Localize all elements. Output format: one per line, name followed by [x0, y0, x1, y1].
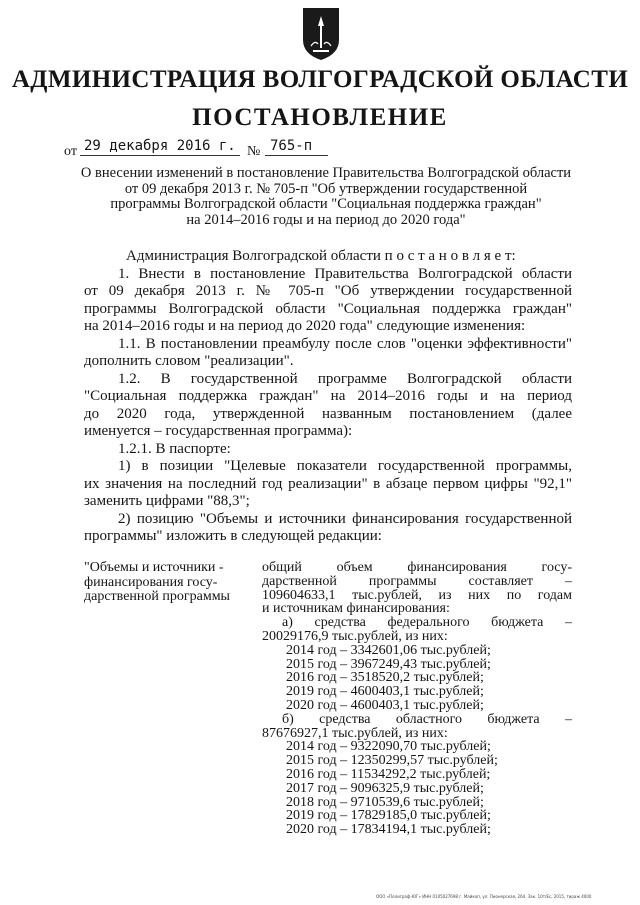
funding-line: 109604633,1 тыс.рублей, из них по годам: [262, 587, 572, 603]
body-line: на 2014–2016 годы и на период до 2020 года" следующие изменения:: [84, 318, 526, 334]
document-date: 29 декабря 2016 г.: [84, 138, 236, 154]
subject-line: О внесении изменений в постановление Правительства Волгоградской области: [80, 165, 572, 181]
funding-line: дарственной программы составляет –: [262, 573, 572, 589]
body-line: дополнить словом "реализации".: [84, 353, 294, 369]
funding-line: а) средства федерального бюджета –: [282, 615, 572, 631]
label-line: финансирования госу-: [84, 574, 218, 590]
body-line: 2) позицию "Объемы и источники финансирования государственной: [118, 510, 572, 527]
label-line: дарственной программы: [84, 589, 230, 604]
organization-title: АДМИНИСТРАЦИЯ ВОЛГОГРАДСКОЙ ОБЛАСТИ: [11, 66, 629, 93]
subject-line: программы Волгоградской области "Социальная поддержка граждан": [110, 196, 542, 212]
funding-line: 2019 год – 4600403,1 тыс.рублей;: [286, 684, 484, 700]
funding-line: 2015 год – 3967249,43 тыс.рублей;: [286, 656, 491, 672]
body-line: программы Волгоградской области "Социальная поддержка граждан": [84, 300, 572, 317]
resolution-intro: Администрация Волгоградской области п о с т а н о в л я е т:: [126, 248, 516, 264]
funding-line: 2015 год – 12350299,57 тыс.рублей;: [286, 753, 498, 769]
body-line: 1.2. В государственной программе Волгоградской области: [118, 370, 572, 387]
body-line: "Социальная поддержка граждан" на 2014–2016 годы и на период: [84, 388, 572, 404]
funding-line: 2014 год – 9322090,70 тыс.рублей;: [286, 739, 491, 755]
printer-imprint: ООО «Полиграф-ЮГ» ИНН 0105027698 г. Майкоп, ул. Пионерская, 264. Зак. 10т/Ес, 2015, тираж 4000: [376, 894, 592, 899]
funding-line: 87676927,1 тыс.рублей, из них:: [262, 725, 448, 741]
body-line: программы" изложить в следующей редакции:: [84, 528, 382, 544]
funding-details: [262, 561, 572, 837]
document-subject: [80, 166, 572, 228]
funding-line: общий объем финансирования госу-: [262, 560, 572, 575]
funding-line: 2020 год – 17834194,1 тыс.рублей;: [286, 822, 491, 838]
date-underline: [80, 155, 240, 156]
funding-line: б) средства областного бюджета –: [282, 711, 572, 727]
body-line: именуется – государственная программа):: [84, 423, 353, 439]
body-line: до 2020 года, утвержденной названным постановлением (далее: [84, 405, 572, 422]
number-prefix: №: [247, 144, 261, 159]
coat-of-arms-emblem: [301, 6, 341, 62]
body-line: заменить цифрами "88,3";: [84, 493, 250, 509]
body-line: 1) в позиции "Целевые показатели государственной программы,: [118, 458, 572, 474]
funding-line: 2014 год – 3342601,06 тыс.рублей;: [286, 642, 491, 658]
body-line: их значения на последний год реализации" в абзаце первом цифры "92,1": [84, 475, 572, 492]
funding-line: и источникам финансирования:: [262, 601, 450, 617]
body-line: от 09 декабря 2013 г. № 705-п "Об утверждении государственной: [84, 283, 572, 299]
funding-line: 2020 год – 4600403,1 тыс.рублей;: [286, 697, 484, 713]
body-line: 1.1. В постановлении преамбулу после слов "оценки эффективности": [118, 335, 572, 352]
body-line: 1. Внести в постановление Правительства Волгоградской области: [118, 265, 572, 282]
document-type-title: ПОСТАНОВЛЕНИЕ: [192, 104, 448, 131]
document-number: 765-п: [270, 138, 313, 154]
document-body: [84, 248, 572, 546]
funding-line: 2016 год – 3518520,2 тыс.рублей;: [286, 670, 484, 686]
funding-line: 2019 год – 17829185,0 тыс.рублей;: [286, 808, 491, 824]
subject-line: на 2014–2016 годы и на период до 2020 года": [186, 211, 466, 228]
funding-line: 20029176,9 тыс.рублей, из них:: [262, 628, 448, 644]
body-line: 1.2.1. В паспорте:: [118, 440, 231, 457]
funding-line: 2017 год – 9096325,9 тыс.рублей;: [286, 780, 484, 796]
number-underline: [265, 155, 328, 156]
funding-line: 2016 год – 11534292,2 тыс.рублей;: [286, 766, 491, 782]
label-line: "Объемы и источники -: [84, 560, 224, 575]
subject-line: от 09 декабря 2013 г. № 705-п "Об утверждении государственной: [124, 180, 528, 197]
funding-position-label: [84, 561, 254, 605]
funding-line: 2018 год – 9710539,6 тыс.рублей;: [286, 794, 484, 810]
date-prefix: от: [64, 144, 77, 159]
